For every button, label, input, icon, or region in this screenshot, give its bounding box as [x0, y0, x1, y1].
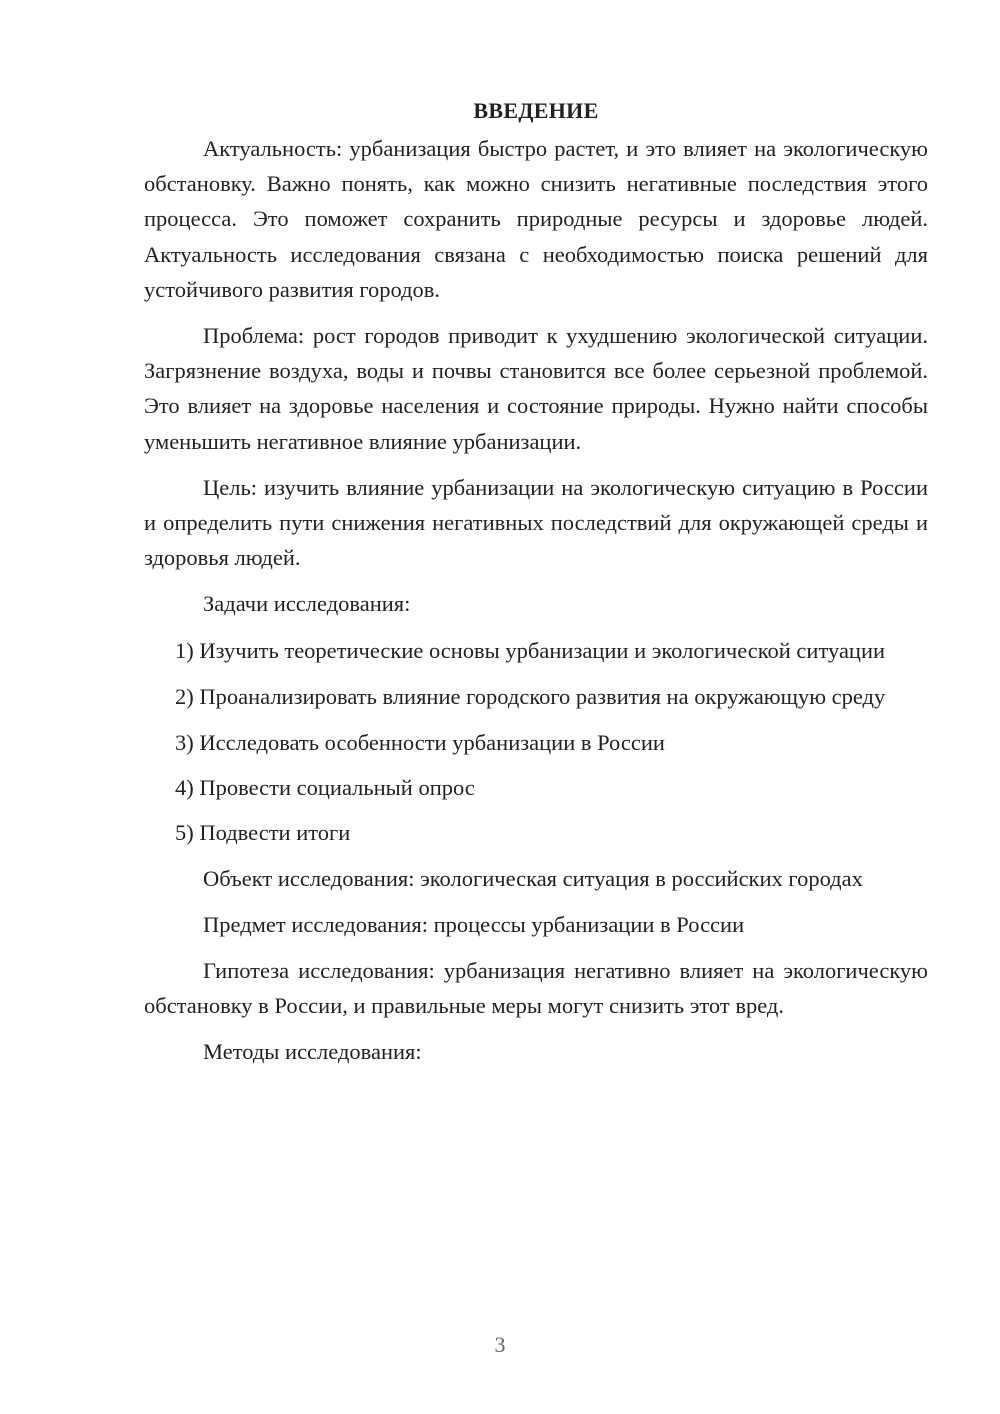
- task-item-1: 1) Изучить теоретические основы урбанизации и экологической ситуации: [175, 637, 886, 663]
- task-item-5: 5) Подвести итоги: [175, 820, 351, 846]
- paragraph-subject: Предмет исследования: процессы урбанизации в России: [203, 911, 745, 937]
- paragraph-problem: Проблема: рост городов приводит к ухудшению экологической ситуации. Загрязнение воздуха, воды и почвы становится все более серьезной проблемой. Это влияет на здоровье населения и состояние природы. Нужно найти способы уменьшить негативное влияние урбанизации.: [144, 323, 928, 454]
- document-page: [144, 94, 928, 1070]
- paragraph-relevance: Актуальность: урбанизация быстро растет, и это влияет на экологическую обстановку. Важно понять, как можно снизить негативные последствия этого процесса. Это поможет сохранить природные ресурсы и здоровье людей. Актуальность исследования связана с необходимостью поиска решений для устойчивого развития городов.: [144, 136, 928, 302]
- paragraph-object: Объект исследования: экологическая ситуация в российских городах: [203, 865, 863, 891]
- task-item-2: 2) Проанализировать влияние городского развития на окружающую среду: [175, 683, 886, 709]
- methods-heading: Методы исследования:: [203, 1039, 422, 1065]
- page-number: 3: [494, 1332, 506, 1357]
- paragraph-hypothesis: Гипотеза исследования: урбанизация негативно влияет на экологическую обстановку в России, и правильные меры могут снизить этот вред.: [144, 958, 928, 1019]
- task-item-4: 4) Провести социальный опрос: [175, 775, 475, 801]
- paragraph-goal: Цель: изучить влияние урбанизации на экологическую ситуацию в России и определить пути снижения негативных последствий для окружающей среды и здоровья людей.: [144, 474, 928, 571]
- section-title: ВВЕДЕНИЕ: [473, 98, 599, 123]
- tasks-heading: Задачи исследования:: [203, 591, 411, 617]
- task-item-3: 3) Исследовать особенности урбанизации в России: [175, 730, 665, 756]
